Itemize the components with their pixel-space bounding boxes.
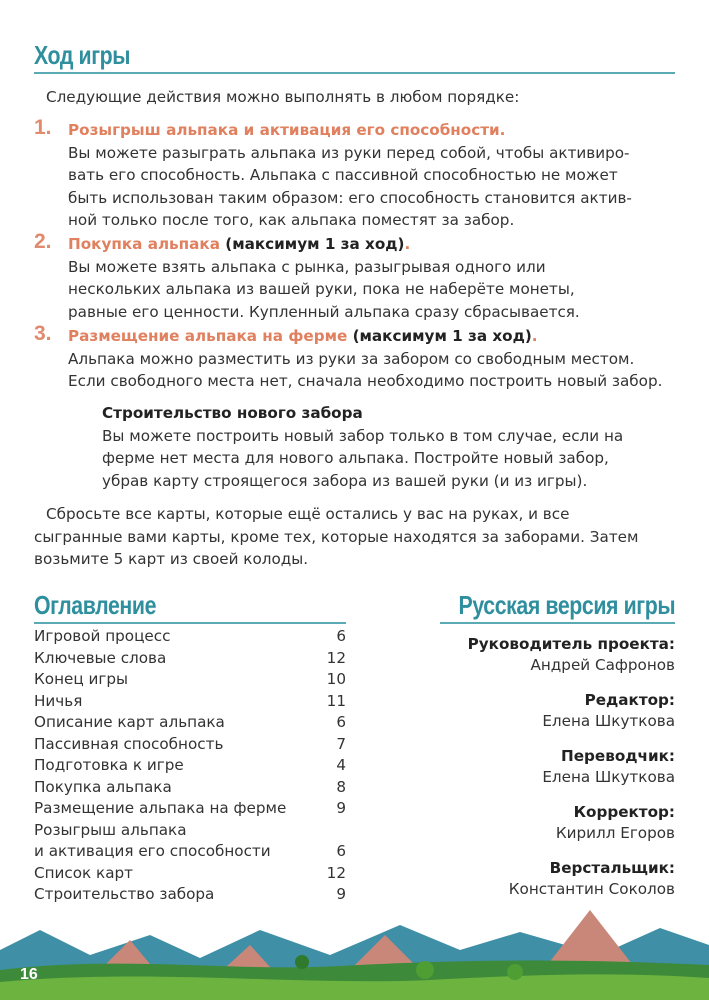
toc-label: Ключевые слова [34, 648, 167, 667]
credit-role: Руководитель проекта: [467, 635, 675, 653]
toc-label: Ничья [34, 691, 83, 710]
toc-page: 6 [336, 842, 346, 860]
section-title-credits: Русская версия игры [458, 590, 675, 620]
step-line: Если свободного места нет, сначала необходимо построить новый забор. [68, 372, 663, 390]
step-line: Альпака можно разместить из руки за забором со свободным местом. [68, 349, 635, 368]
landscape-illustration [0, 900, 709, 1000]
outro-line: сыгранные вами карты, кроме тех, которые находятся за заборами. Затем [34, 527, 639, 546]
toc-page: 12 [326, 648, 346, 667]
toc-label: Размещение альпака на ферме [34, 799, 287, 817]
outro-text [34, 503, 694, 571]
step-line: Вы можете разыграть альпака из руки перед собой, чтобы активиро- [68, 143, 630, 162]
toc-page: 8 [336, 777, 346, 796]
credit-name: Константин Соколов [508, 880, 675, 898]
toc-entry[interactable] [34, 777, 346, 799]
step-number: 1. [34, 116, 52, 139]
tree-icon [507, 964, 523, 980]
step-heading: Размещение альпака на ферме [68, 327, 348, 345]
credits-underline [440, 622, 675, 624]
credit-name: Елена Шкуткова [542, 768, 675, 786]
step-line: нескольких альпака из вашей руки, пока не наберёте монеты, [68, 280, 575, 298]
toc-entry[interactable] [34, 669, 346, 691]
section-title-toc: Оглавление [34, 590, 157, 620]
tree-icon [295, 955, 309, 969]
toc-page: 12 [326, 863, 346, 882]
toc-entry[interactable] [34, 648, 346, 670]
toc-entry[interactable] [34, 691, 346, 713]
toc-entry[interactable] [34, 755, 346, 777]
toc-page: 7 [336, 734, 346, 753]
fence-line: ферме нет места для нового альпака. Постройте новый забор, [102, 449, 609, 467]
toc-label: Пассивная способность [34, 734, 224, 753]
outro-line: Сбросьте все карты, которые ещё остались у вас на руках, и все [46, 505, 570, 523]
toc-page: 11 [326, 691, 346, 710]
step-number: 3. [34, 322, 52, 345]
step-line: вать его способность. Альпака с пассивной способностью не может [68, 166, 618, 184]
toc-page: 10 [326, 670, 346, 688]
section-title-game: Ход игры [34, 40, 131, 70]
credit-role: Верстальщик: [549, 859, 675, 877]
toc-underline [34, 622, 346, 624]
fence-line: убрав карту строящегося забора из вашей руки (и из игры). [102, 471, 588, 490]
toc-entry[interactable] [34, 626, 346, 648]
toc-page: 9 [336, 799, 346, 817]
toc-label: Игровой процесс [34, 627, 171, 645]
outro-line: возьмите 5 карт из своей колоды. [34, 550, 309, 568]
intro-text: Следующие действия можно выполнять в любом порядке: [46, 88, 520, 106]
step-number: 2. [34, 230, 52, 253]
toc-page: 4 [336, 756, 346, 774]
step-heading-limit: (максимум 1 за ход) [219, 235, 405, 253]
toc-page: 9 [336, 885, 346, 903]
toc-entry[interactable] [34, 734, 346, 756]
step-line: ной только после того, как альпака поместят за забор. [68, 211, 515, 229]
toc-label: и активация его способности [34, 842, 271, 860]
step-heading-end: . [404, 235, 411, 253]
toc-label: Список карт [34, 863, 134, 882]
credit-name: Кирилл Егоров [555, 824, 675, 842]
toc-entry[interactable] [34, 841, 346, 863]
toc-label: Описание карт альпака [34, 713, 225, 731]
toc-page: 6 [336, 713, 346, 731]
step-2 [68, 233, 688, 323]
toc-entry[interactable] [34, 712, 346, 734]
step-line: Вы можете взять альпака с рынка, разыгрывая одного или [68, 257, 546, 276]
step-heading-limit: (максимум 1 за ход) [347, 327, 532, 345]
credit-role: Переводчик: [561, 747, 675, 765]
toc-entry[interactable] [34, 863, 346, 885]
credit-role: Редактор: [584, 691, 675, 709]
step-1 [68, 119, 688, 232]
toc-label: Покупка альпака [34, 777, 172, 796]
toc-entry[interactable] [34, 820, 346, 842]
page-number: 16 [20, 966, 38, 983]
step-heading-end: . [531, 327, 538, 345]
credit-name: Андрей Сафронов [530, 656, 675, 674]
toc-label: Строительство забора [34, 885, 215, 903]
toc-entry[interactable] [34, 798, 346, 820]
step-heading: Розыгрыш альпака и активация его способности. [68, 121, 506, 139]
fence-line: Вы можете построить новый забор только в том случае, если на [102, 426, 624, 445]
toc-label: Подготовка к игре [34, 756, 184, 774]
fence-heading: Строительство нового забора [102, 404, 363, 422]
title-underline [34, 72, 675, 74]
step-line: равные его ценности. Купленный альпака сразу сбрасывается. [68, 302, 580, 321]
fence-note [102, 402, 682, 492]
toc-label: Конец игры [34, 670, 128, 688]
toc-label: Розыгрыш альпака [34, 820, 187, 839]
step-line: быть использован таким образом: его способность становится актив- [68, 188, 632, 207]
credit-name: Елена Шкуткова [542, 712, 675, 730]
tree-icon [416, 961, 434, 979]
step-3 [68, 325, 698, 393]
credit-role: Корректор: [573, 803, 675, 821]
step-heading: Покупка альпака [68, 235, 220, 253]
toc-page: 6 [336, 627, 346, 645]
